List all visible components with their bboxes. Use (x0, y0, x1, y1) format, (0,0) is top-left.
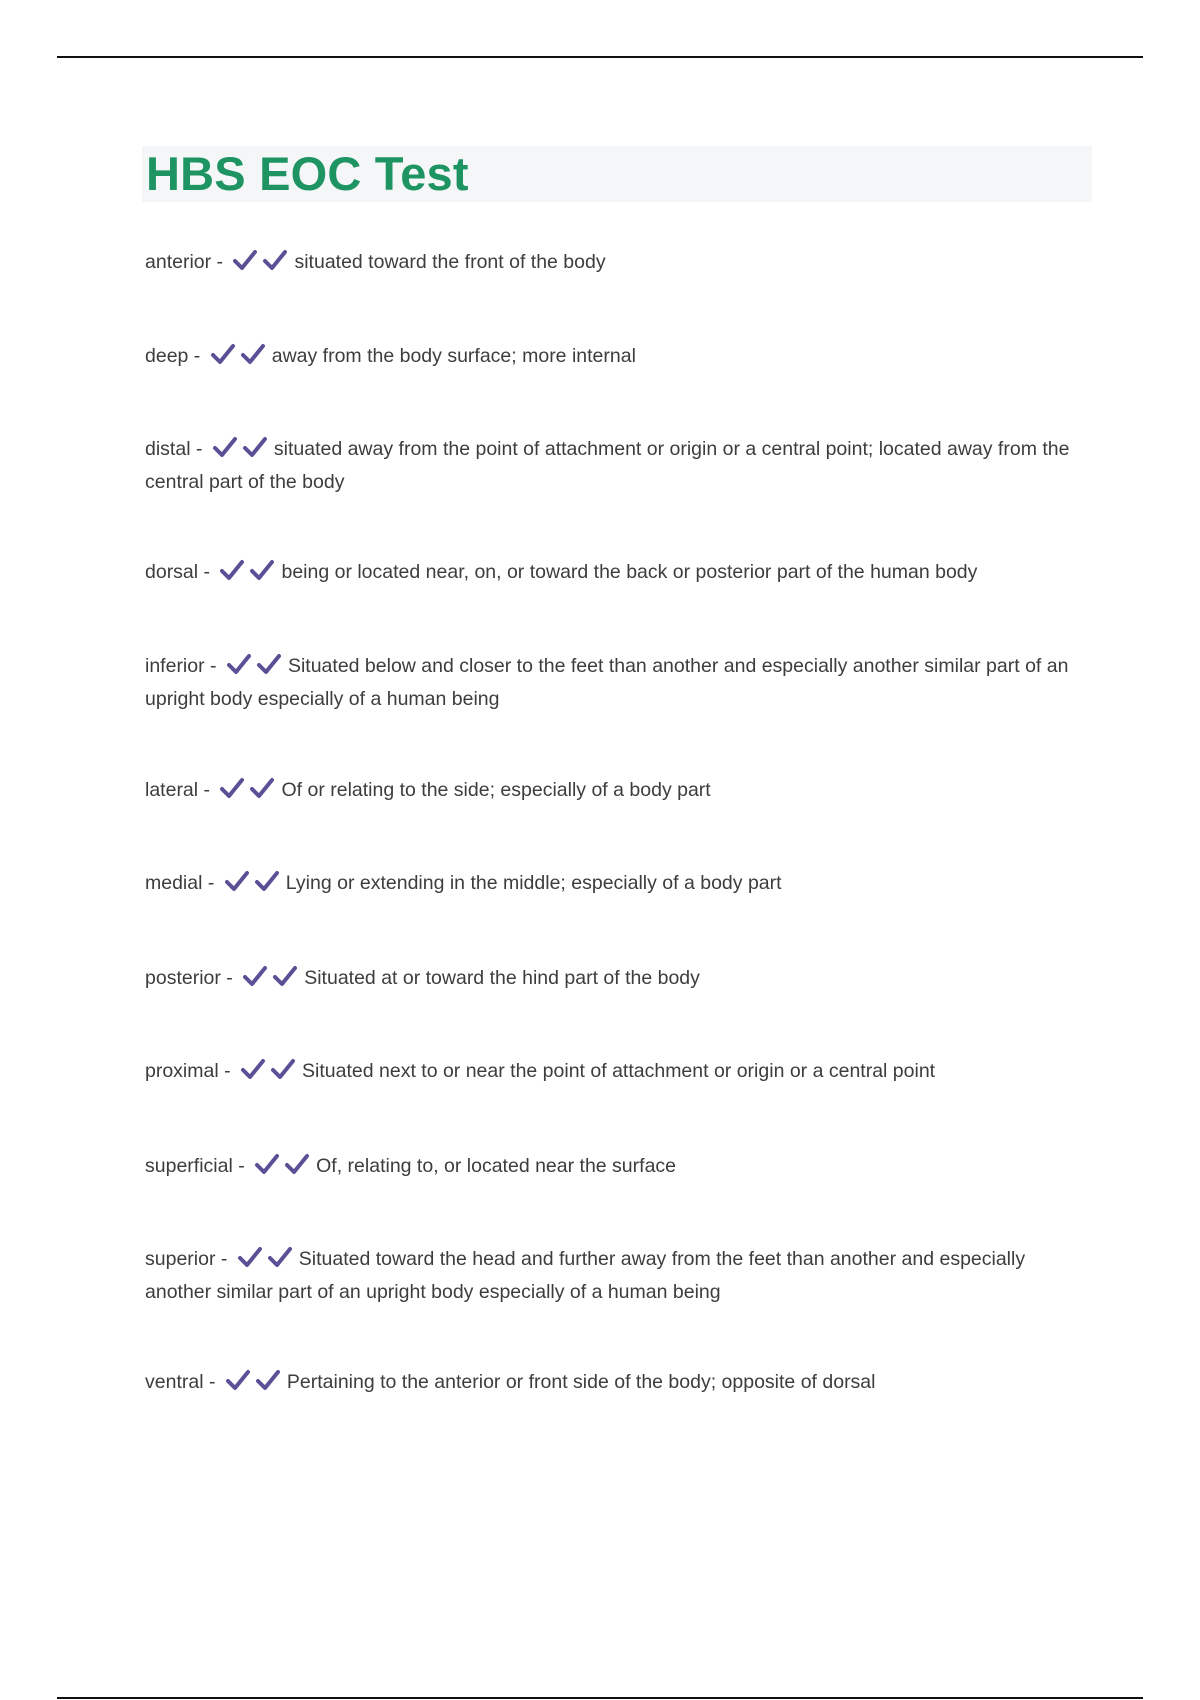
glossary-entry (145, 1367, 1090, 1400)
checkmark-icon (219, 559, 245, 581)
entry-definition: Situated at or toward the hind part of the body (304, 967, 700, 989)
entry-definition: Situated toward the head and further away from the feet than another and especially another similar part of an upright body especially of a human being (145, 1248, 1026, 1303)
entry-separator: - (204, 655, 222, 677)
checkmark-icon (225, 1369, 251, 1391)
glossary-entry (145, 868, 1090, 901)
checkmark-icon (249, 777, 275, 799)
glossary-entry (145, 963, 1090, 996)
entry-separator: - (202, 872, 220, 894)
entry-term: ventral (145, 1371, 204, 1393)
checkmark-icon (219, 777, 245, 799)
checkmark-icon (254, 1153, 280, 1175)
entry-term: dorsal (145, 561, 199, 583)
entry-definition: situated toward the front of the body (294, 251, 606, 273)
entry-term: superior (145, 1248, 216, 1270)
checkmark-icon (240, 1058, 266, 1080)
check-pair (219, 559, 279, 590)
entry-definition: Lying or extending in the middle; especially of a body part (285, 872, 782, 894)
entry-term: proximal (145, 1060, 219, 1082)
entry-definition: situated away from the point of attachment or origin or a central point; located away from the central part of the body (145, 438, 1070, 493)
glossary-entry (145, 341, 1090, 374)
entry-separator: - (218, 1060, 237, 1082)
checkmark-icon (242, 436, 268, 458)
check-pair (237, 1246, 297, 1277)
entry-definition: Of, relating to, or located near the surface (316, 1155, 677, 1177)
entry-separator: - (188, 345, 206, 367)
check-pair (232, 249, 292, 280)
entry-definition: Situated below and closer to the feet than another and especially another similar part of an upright body especially of a human being (145, 655, 1069, 710)
entry-separator: - (211, 251, 229, 273)
entry-term: deep (145, 345, 189, 367)
entry-term: inferior (145, 655, 205, 677)
check-pair (242, 965, 302, 996)
checkmark-icon (254, 870, 280, 892)
top-rule (57, 56, 1143, 58)
checkmark-icon (256, 653, 282, 675)
check-pair (254, 1153, 314, 1184)
glossary-entry (145, 1151, 1090, 1184)
checkmark-icon (212, 436, 238, 458)
checkmark-icon (284, 1153, 310, 1175)
glossary-entry (145, 775, 1090, 808)
entry-term: medial (145, 872, 203, 894)
checkmark-icon (262, 249, 288, 271)
entry-separator: - (198, 779, 216, 801)
entry-definition: Situated next to or near the point of attachment or origin or a central point (302, 1060, 936, 1082)
checkmark-icon (226, 653, 252, 675)
entry-definition: Of or relating to the side; especially of a body part (281, 779, 711, 801)
glossary-entry (145, 247, 1090, 280)
check-pair (224, 870, 284, 901)
checkmark-icon (255, 1369, 281, 1391)
checkmark-icon (224, 870, 250, 892)
checkmark-icon (240, 343, 266, 365)
checkmark-icon (272, 965, 298, 987)
check-pair (226, 653, 286, 684)
check-pair (212, 436, 272, 467)
entry-term: distal (145, 438, 191, 460)
glossary-entry (145, 651, 1090, 714)
entry-separator: - (215, 1248, 233, 1270)
entry-term: superficial (145, 1155, 233, 1177)
glossary-entry (145, 434, 1090, 497)
title-banner (142, 146, 1092, 202)
entry-separator: - (220, 967, 239, 989)
entry-separator: - (232, 1155, 251, 1177)
entry-term: posterior (145, 967, 221, 989)
checkmark-icon (210, 343, 236, 365)
glossary-entry (145, 1056, 1090, 1089)
bottom-rule (57, 1697, 1143, 1699)
page-title: HBS EOC Test (146, 147, 469, 200)
entry-term: lateral (145, 779, 199, 801)
entry-separator: - (190, 438, 208, 460)
checkmark-icon (232, 249, 258, 271)
check-pair (240, 1058, 300, 1089)
checkmark-icon (242, 965, 268, 987)
checkmark-icon (267, 1246, 293, 1268)
entry-definition: Pertaining to the anterior or front side of the body; opposite of dorsal (286, 1371, 876, 1393)
glossary-entry (145, 1244, 1090, 1307)
checkmark-icon (270, 1058, 296, 1080)
checkmark-icon (237, 1246, 263, 1268)
glossary-entry (145, 557, 1090, 590)
check-pair (219, 777, 279, 808)
entry-term: anterior (145, 251, 212, 273)
check-pair (210, 343, 270, 374)
entry-definition: away from the body surface; more internal (271, 345, 636, 367)
entry-definition: being or located near, on, or toward the back or posterior part of the human body (281, 561, 978, 583)
entry-separator: - (198, 561, 216, 583)
checkmark-icon (249, 559, 275, 581)
check-pair (225, 1369, 285, 1400)
entry-separator: - (203, 1371, 221, 1393)
